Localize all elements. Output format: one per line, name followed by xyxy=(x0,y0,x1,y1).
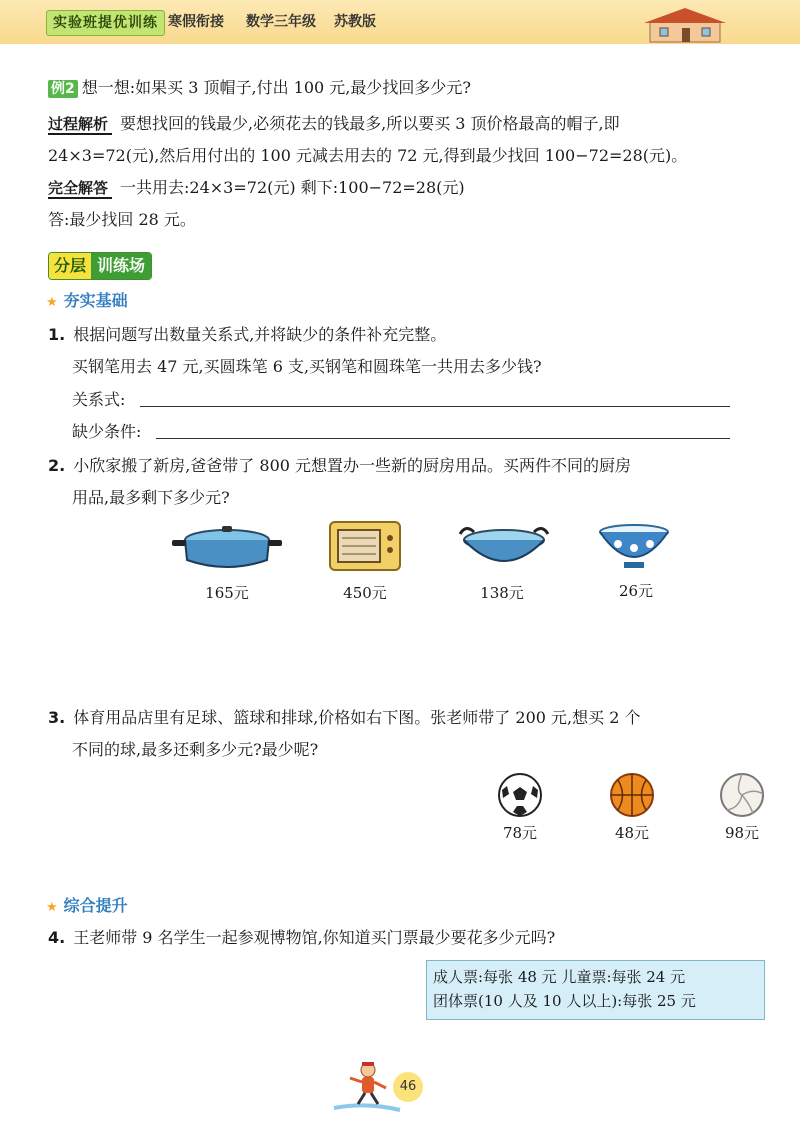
q1-problem: 买钢笔用去 47 元,买圆珠笔 6 支,买钢笔和圆珠笔一共用去多少钱? xyxy=(72,357,542,376)
header-subject: 数学三年级 xyxy=(246,14,316,30)
price-volleyball: 98元 xyxy=(724,824,760,842)
analysis-label: 过程解析 xyxy=(48,115,112,135)
subheading-advanced xyxy=(46,896,128,918)
subheading-basics xyxy=(46,291,128,313)
example-question xyxy=(48,78,471,98)
analysis-line-1 xyxy=(48,114,620,134)
price-wok: 138元 xyxy=(480,584,524,602)
q4-line xyxy=(48,928,555,948)
price-soccer-ball: 78元 xyxy=(502,824,538,842)
basketball-icon xyxy=(609,772,655,818)
soccer-ball-icon xyxy=(497,772,543,818)
q3-text-1: 体育用品店里有足球、篮球和排球,价格如右下图。张老师带了 200 元,想买 2 个 xyxy=(73,708,641,727)
solution-label: 完全解答 xyxy=(48,179,112,199)
banner-part-1: 分层 xyxy=(49,253,91,279)
q2-text-2: 用品,最多剩下多少元? xyxy=(72,488,230,507)
example-answer: 答:最少找回 28 元。 xyxy=(48,210,196,229)
subheading-basics-text: 夯实基础 xyxy=(63,291,128,310)
analysis-text-1: 要想找回的钱最少,必须花去的钱最多,所以要买 3 顶价格最高的帽子,即 xyxy=(120,114,620,133)
price-pot: 165元 xyxy=(205,584,249,602)
ticket-line-1: 成人票:每张 48 元 儿童票:每张 24 元 xyxy=(433,968,686,986)
example-question-text: 想一想:如果买 3 顶帽子,付出 100 元,最少找回多少元? xyxy=(81,78,471,97)
q1-condition-blank[interactable] xyxy=(156,437,730,439)
star-icon: ★ xyxy=(46,295,58,310)
header-subtitle: 寒假衔接 xyxy=(168,14,224,30)
price-oven: 450元 xyxy=(343,584,387,602)
analysis-text-2: 24×3=72(元),然后用付出的 100 元减去用去的 72 元,得到最少找回 100−72=28(元)。 xyxy=(48,146,688,165)
q3-line-1 xyxy=(48,708,640,728)
skater-mascot-icon xyxy=(332,1060,402,1114)
solution-line xyxy=(48,178,465,198)
q1-condition-label: 缺少条件: xyxy=(72,422,142,441)
solution-text: 一共用去:24×3=72(元) 剩下:100−72=28(元) xyxy=(120,178,465,197)
page-number: 46 xyxy=(393,1072,423,1102)
q1-relation-blank[interactable] xyxy=(140,405,730,407)
q1-number: 1. xyxy=(48,325,66,344)
ticket-price-box xyxy=(426,960,765,1020)
volleyball-icon xyxy=(719,772,765,818)
q2-line-1 xyxy=(48,456,631,476)
section-banner xyxy=(48,252,152,280)
q4-number: 4. xyxy=(48,928,66,947)
q2-number: 2. xyxy=(48,456,66,475)
banner-part-2: 训练场 xyxy=(91,253,151,279)
pot-icon xyxy=(172,518,282,574)
house-icon xyxy=(640,6,730,44)
q1-relation-label: 关系式: xyxy=(72,390,126,409)
q3-text-2: 不同的球,最多还剩多少元?最少呢? xyxy=(72,740,319,759)
star-icon: ★ xyxy=(46,900,58,915)
price-bowl: 26元 xyxy=(618,582,654,600)
ticket-line-2: 团体票(10 人及 10 人以上):每张 25 元 xyxy=(433,992,696,1010)
oven-icon xyxy=(328,520,402,572)
bowl-icon xyxy=(596,522,672,572)
series-title: 实验班提优训练 xyxy=(46,10,165,36)
q4-text: 王老师带 9 名学生一起参观博物馆,你知道买门票最少要花多少元吗? xyxy=(73,928,556,947)
example-tag: 例2 xyxy=(48,80,78,98)
price-basketball: 48元 xyxy=(614,824,650,842)
q1-text xyxy=(48,325,446,345)
header-edition: 苏教版 xyxy=(334,14,376,30)
q1-instruction: 根据问题写出数量关系式,并将缺少的条件补充完整。 xyxy=(73,325,447,344)
subheading-advanced-text: 综合提升 xyxy=(63,896,128,915)
wok-icon xyxy=(456,520,552,572)
q2-text-1: 小欣家搬了新房,爸爸带了 800 元想置办一些新的厨房用品。买两件不同的厨房 xyxy=(73,456,632,475)
q3-number: 3. xyxy=(48,708,66,727)
